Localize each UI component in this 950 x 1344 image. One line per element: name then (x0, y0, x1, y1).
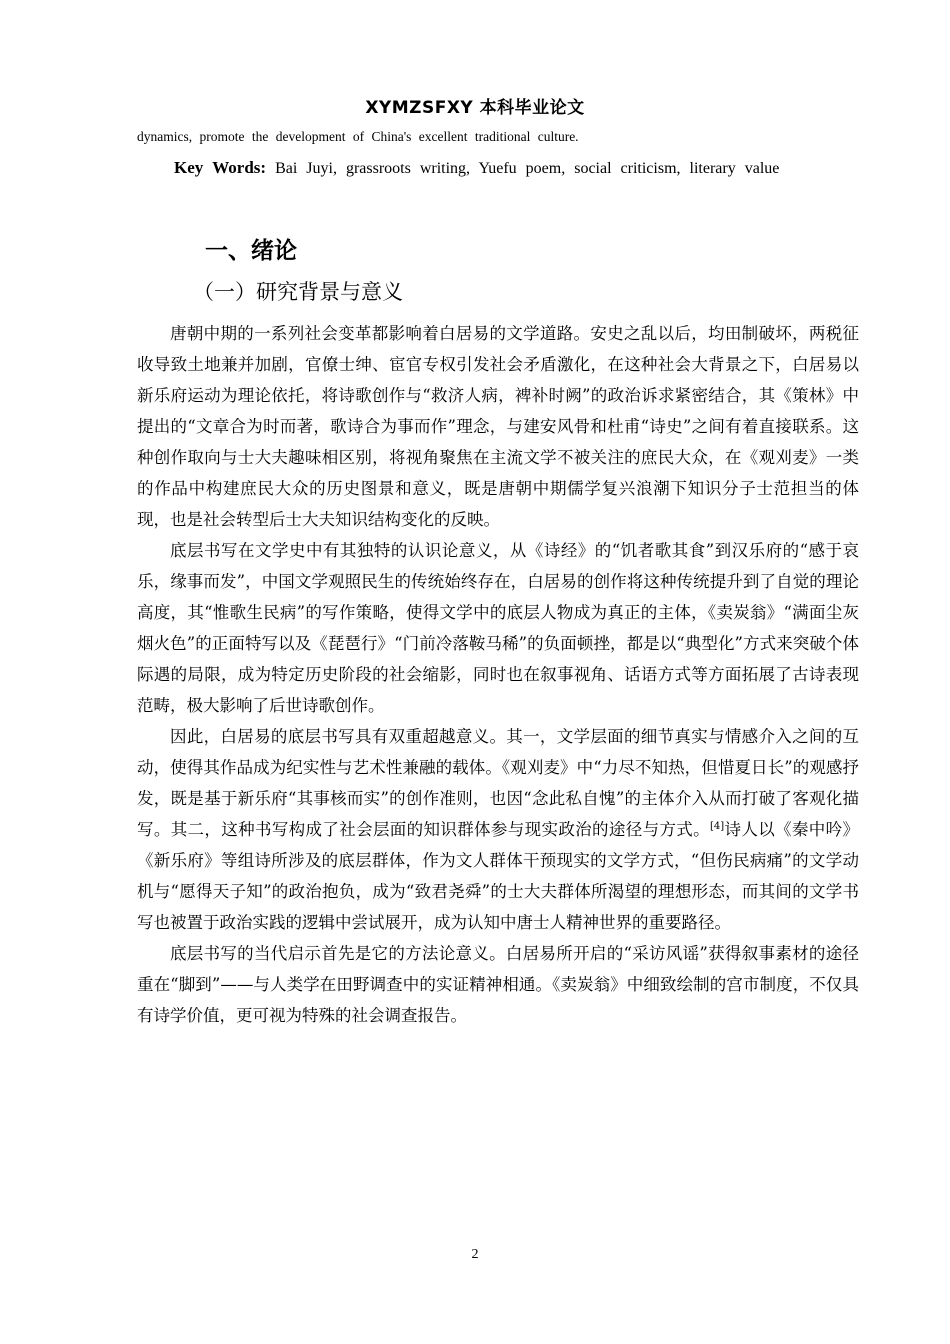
abstract-tail-text: dynamics, promote the development of China's excellent traditional culture. (137, 129, 579, 144)
paragraph-1: 唐朝中期的一系列社会变革都影响着白居易的文学道路。安史之乱以后，均田制破坏，两税征收导致土地兼并加剧，官僚士绅、宦官专权引发社会矛盾激化，在这种社会大背景之下，白居易以新乐府运动为理论依托，将诗歌创作与“救济人病，裨补时阙”的政治诉求紧密结合，其《策林》中提出的“文章合为时而著，歌诗合为事而作”理念，与建安风骨和杜甫“诗史”之间有着直接联系。这种创作取向与士大夫趣味相区别，将视角聚焦在主流文学不被关注的庶民大众，在《观刈麦》一类的作品中构建庶民大众的历史图景和意义，既是唐朝中期儒学复兴浪潮下知识分子士范担当的体现，也是社会转型后士大夫知识结构变化的反映。 (137, 324, 859, 529)
section-subheading: （一）研究背景与意义 (193, 280, 403, 304)
page-number: 2 (471, 1247, 479, 1262)
body-text (137, 318, 859, 1031)
citation-reference: [4] (710, 821, 725, 832)
keywords-label: Key Words: (174, 158, 267, 177)
keywords-text: Bai Juyi, grassroots writing, Yuefu poem, social criticism, literary value (275, 160, 780, 177)
paragraph-2: 底层书写在文学史中有其独特的认识论意义，从《诗经》的“饥者歌其食”到汉乐府的“感于哀乐，缘事而发”，中国文学观照民生的传统始终存在，白居易的创作将这种传统提升到了自觉的理论高度，其“惟歌生民病”的写作策略，使得文学中的底层人物成为真正的主体，《卖炭翁》“满面尘灰烟火色”的正面特写以及《琵琶行》“门前冷落鞍马稀”的负面顿挫，都是以“典型化”方式来突破个体际遇的局限，成为特定历史阶段的社会缩影，同时也在叙事视角、话语方式等方面拓展了古诗表现范畴，极大影响了后世诗歌创作。 (137, 541, 859, 715)
paragraph-3 (137, 721, 859, 938)
keywords-line (174, 158, 874, 178)
paragraph-4: 底层书写的当代启示首先是它的方法论意义。白居易所开启的“采访风谣”获得叙事素材的途径重在“脚到”——与人类学在田野调查中的实证精神相通。《卖炭翁》中细致绘制的宫市制度，不仅具有诗学价值，更可视为特殊的社会调查报告。 (137, 944, 859, 1025)
page-header-title: XYMZSFXY 本科毕业论文 (365, 98, 585, 118)
paragraph-3-part-1: 因此，白居易的底层书写具有双重超越意义。其一，文学层面的细节真实与情感介入之间的互动，使得其作品成为纪实性与艺术性兼融的载体。《观刈麦》中“力尽不知热，但惜夏日长”的观感抒发，既是基于新乐府“其事核而实”的创作准则，也因“念此私自愧”的主体介入从而打破了客观化描写。其二，这种书写构成了社会层面的知识群体参与现实政治的途径与方式。 (137, 727, 859, 839)
paragraph-3-part-2: 诗人以《秦中吟》《新乐府》等组诗所涉及的底层群体，作为文人群体干预现实的文学方式，“但伤民病痛”的文学动机与“愿得天子知”的政治抱负，成为“致君尧舜”的士大夫群体所渴望的理想形态，而其间的文学书写也被置于政治实践的逻辑中尝试展开，成为认知中唐士人精神世界的重要路径。 (137, 820, 860, 932)
section-heading: 一、绪论 (205, 238, 297, 264)
